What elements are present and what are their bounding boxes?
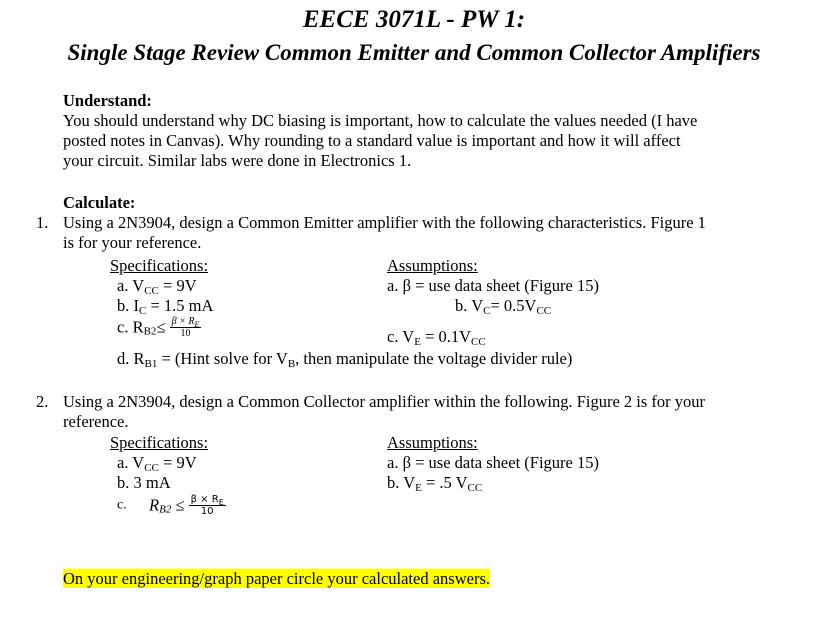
- understand-line: You should understand why DC biasing is important, how to calculate the values needed (I have: [63, 111, 698, 130]
- q1-spec-a: a. $V_{CC} = 9V$: [117, 276, 197, 297]
- q1-number: 1.: [36, 213, 49, 232]
- q2-spec-b: b. 3 mA: [117, 473, 171, 492]
- q2-text: reference.: [63, 412, 129, 431]
- q1-text: is for your reference.: [63, 233, 202, 252]
- q2-assump-heading: Assumptions:: [387, 433, 478, 452]
- q2-number: 2.: [36, 392, 49, 411]
- q1-spec-b: b. $I_C = 1.5$ mA: [117, 296, 214, 317]
- q1-spec-heading: Specifications:: [110, 256, 209, 275]
- q1-spec-d: d. $R_{B1}$ = (Hint solve for $V_B$, then manipulate the voltage divider rule): [117, 349, 573, 370]
- footer-instruction: On your engineering/graph paper circle your calculated answers.: [63, 569, 490, 588]
- q1-assump-b: b. $V_C= 0.5V_{CC}$: [455, 296, 552, 317]
- q2-spec-heading: Specifications:: [110, 433, 209, 452]
- understand-line: your circuit. Similar labs were done in Electronics 1.: [63, 151, 412, 170]
- q1-rb2-fraction: $\frac{\beta \times R_E}{10}$: [171, 316, 200, 339]
- q2-assump-a: a. β = use data sheet (Figure 15): [387, 453, 599, 472]
- q2-assump-b: b. $V_E = .5$ $V_{CC}$: [387, 473, 483, 494]
- page-subtitle: Single Stage Review Common Emitter and Common Collector Amplifiers: [67, 40, 761, 65]
- q1-spec-c: c. $R_{B2}\le$ $\frac{\beta \times R_E}{10}$: [117, 316, 200, 339]
- q2-rb2-fraction: $\frac{\beta \times R_E}{10}$: [190, 494, 224, 517]
- understand-heading: Understand:: [63, 91, 152, 110]
- q2-text: Using a 2N3904, design a Common Collector amplifier within the following. Figure 2 is for your: [63, 392, 706, 411]
- q2-spec-a: a. $V_{CC} = 9V$: [117, 453, 197, 474]
- q1-assump-c: c. $V_E = 0.1V_{CC}$: [387, 327, 486, 348]
- q1-assump-heading: Assumptions:: [387, 256, 478, 275]
- q1-assump-a: a. β = use data sheet (Figure 15): [387, 276, 599, 295]
- understand-line: posted notes in Canvas). Why rounding to a standard value is important and how it will affect: [63, 131, 681, 150]
- q2-spec-c: c. $R_{B2}$ ≤ $\frac{\beta \times R_E}{10}$: [117, 494, 224, 517]
- page-title: EECE 3071L - PW 1:: [302, 6, 526, 33]
- q1-text: Using a 2N3904, design a Common Emitter amplifier with the following characteristics. Figure 1: [63, 213, 706, 232]
- calculate-heading: Calculate:: [63, 193, 136, 212]
